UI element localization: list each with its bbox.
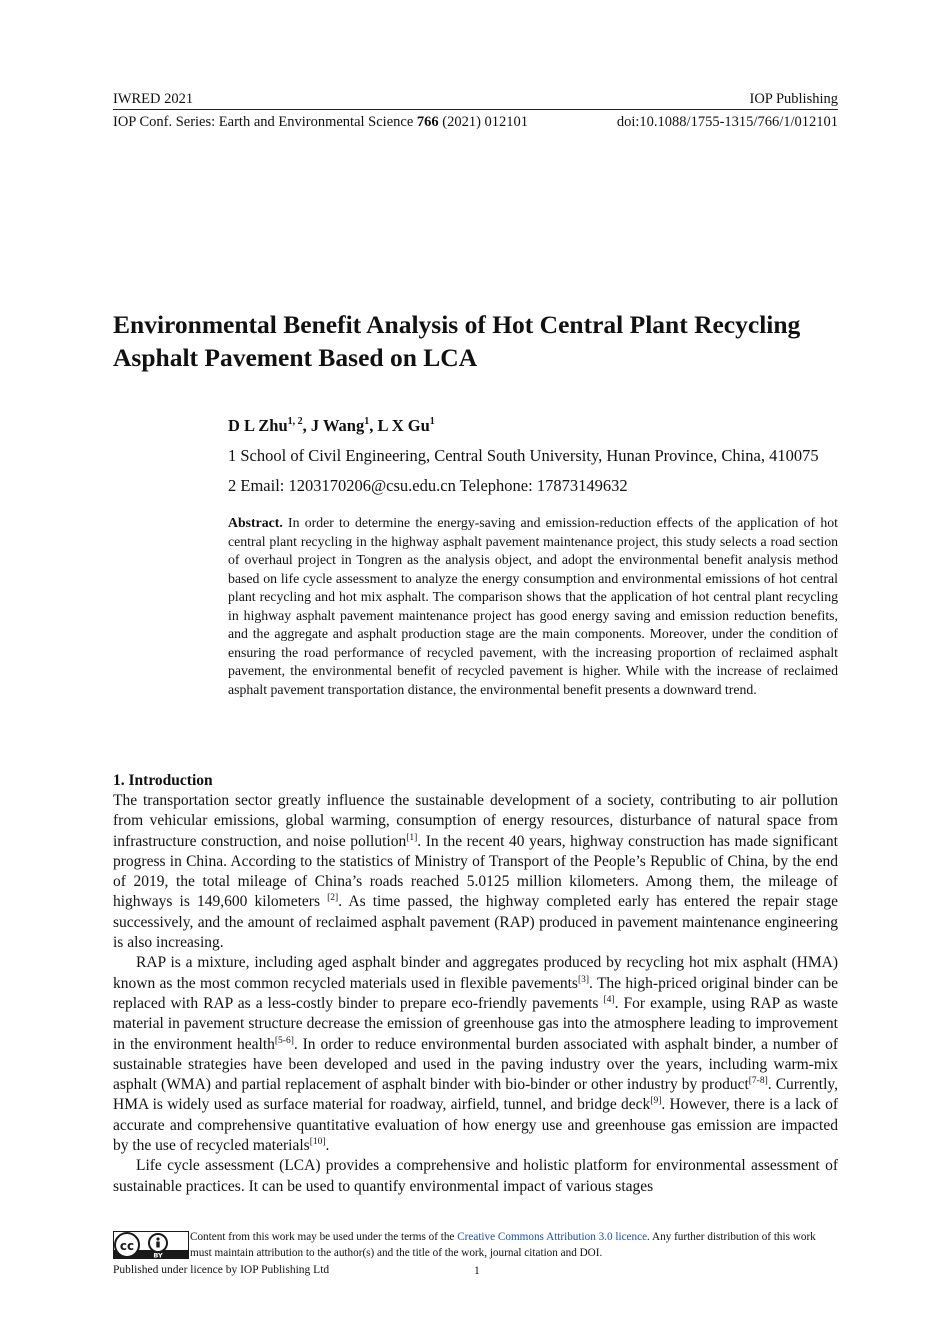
author-affiliation-mark: 1, 2 — [287, 416, 303, 427]
abstract-label: Abstract. — [228, 515, 283, 530]
affiliation: 1 School of Civil Engineering, Central South University, Hunan Province, China, 410075 — [228, 446, 819, 465]
body-text — [113, 791, 838, 1197]
author-affiliation-mark: 1 — [364, 416, 370, 427]
page-number: 1 — [474, 1265, 480, 1277]
license-text: Content from this work may be used under the terms of the Creative Commons Attribution 3.0 licence. Any further distribution of this work must maintain attribution to the author(s) and the title of the work, journal citation and DOI. — [190, 1231, 816, 1259]
running-header-top — [113, 90, 838, 108]
citation: [9] — [650, 1096, 662, 1107]
contact-info: 2 Email: 1203170206@csu.edu.cn Telephone: 17873149632 — [228, 476, 628, 495]
svg-text:cc: cc — [119, 1239, 135, 1253]
section-heading: 1. Introduction — [113, 772, 213, 789]
running-header-bottom — [113, 113, 838, 131]
citation: [3] — [577, 974, 590, 985]
conference-name: IWRED 2021 — [113, 91, 194, 107]
citation: [5-6] — [274, 1035, 294, 1046]
doi: doi:10.1088/1755-1315/766/1/012101 — [616, 114, 838, 130]
author-name: J Wang — [310, 416, 365, 435]
citation: [10] — [309, 1137, 326, 1148]
citation: [7-8] — [748, 1076, 768, 1087]
abstract — [228, 514, 838, 699]
author-list: D L Zhu$^{1, 2}$, J Wang$^1$, L X Gu$^1$ — [228, 416, 435, 435]
citation: [1] — [406, 832, 418, 843]
publisher-name: IOP Publishing — [749, 91, 838, 107]
volume-number: 766 — [416, 114, 439, 130]
author-affiliation-mark: 1 — [429, 416, 435, 427]
paragraph: RAP is a mixture, including aged asphalt binder and aggregates produced by recycling hot mix asphalt (HMA) known as the most common recycled materials used in flexible pavements[3]. The high-priced original binder can be replaced with RAP as a less-costly binder to prepare eco-friendly pavements [4]. For example, using RAP as waste material in pavement structure decrease the emission of greenhouse gas into the atmosphere leading to improvement in the environment health[5-6]. In order to reduce environmental burden associated with asphalt binder, a number of sustainable strategies have been developed and used in the paving industry over the years, including warm-mix asphalt (WMA) and partial replacement of asphalt binder with bio-binder or other industry by product[7-8]. Currently, HMA is widely used as surface material for roadway, airfield, tunnel, and bridge deck[9]. However, there is a lack of accurate and comprehensive quantitative evaluation of how energy use and greenhouse gas emission are impacted by the use of recycled materials[10]. — [113, 954, 839, 1155]
paragraph: Life cycle assessment (LCA) provides a comprehensive and holistic platform for environmental assessment of sustainable practices. It can be used to quantify environmental impact of various stages — [113, 1157, 838, 1195]
cc-by-license-icon[interactable] — [113, 1231, 189, 1259]
license-footer — [113, 1230, 838, 1264]
header-rule — [113, 109, 838, 110]
year-article: (2021) 012101 — [442, 114, 529, 130]
cc-by-label: BY — [153, 1251, 163, 1259]
author-name: L X Gu — [377, 416, 430, 435]
abstract-text: In order to determine the energy-saving and emission-reduction effects of the application of hot central plant recycling in the highway asphalt pavement maintenance project, this study selects a road section of overhaul project in Tongren as the analysis object, and adopt the environmental benefit analysis method based on life cycle assessment to analyze the energy consumption and environmental emissions of hot central plant recycling and hot mix asphalt. The comparison shows that the application of hot central plant recycling in highway asphalt pavement maintenance project has good energy saving and emission reduction benefits, and the aggregate and asphalt production stage are the main components. Moreover, under the condition of ensuring the road performance of recycled pavement, with the increasing proportion of reclaimed asphalt pavement, the environmental benefit of recycled pavement is higher. While with the increase of reclaimed asphalt pavement transportation distance, the environmental benefit presents a downward trend. — [228, 515, 838, 697]
paper-title: Environmental Benefit Analysis of Hot Central Plant Recycling Asphalt Pavement Based on LCA — [113, 310, 801, 372]
paragraph: The transportation sector greatly influence the sustainable development of a society, contributing to air pollution from vehicular emissions, global warming, consumption of energy resources, disturbance of natural space from infrastructure construction, and noise pollution[1]. In the recent 40 years, highway construction has made significant progress in China. According to the statistics of Ministry of Transport of the People’s Republic of China, by the end of 2019, the total mileage of China’s roads reached 5.0125 million kilometers. Among them, the mileage of highways is 149,600 kilometers [2]. As time passed, the highway completed early has entered the repair stage successively, and the amount of reclaimed asphalt pavement (RAP) produced in pavement maintenance engineering is also increasing. — [113, 792, 838, 952]
citation: [4] — [603, 994, 615, 1005]
author-name: D L Zhu — [228, 416, 288, 435]
series-name: IOP Conf. Series: Earth and Environmental Science — [113, 114, 414, 130]
publisher-notice: Published under licence by IOP Publishing Ltd — [113, 1264, 330, 1276]
license-link[interactable]: Creative Commons Attribution 3.0 licence — [457, 1231, 648, 1243]
citation: [2] — [327, 893, 339, 904]
